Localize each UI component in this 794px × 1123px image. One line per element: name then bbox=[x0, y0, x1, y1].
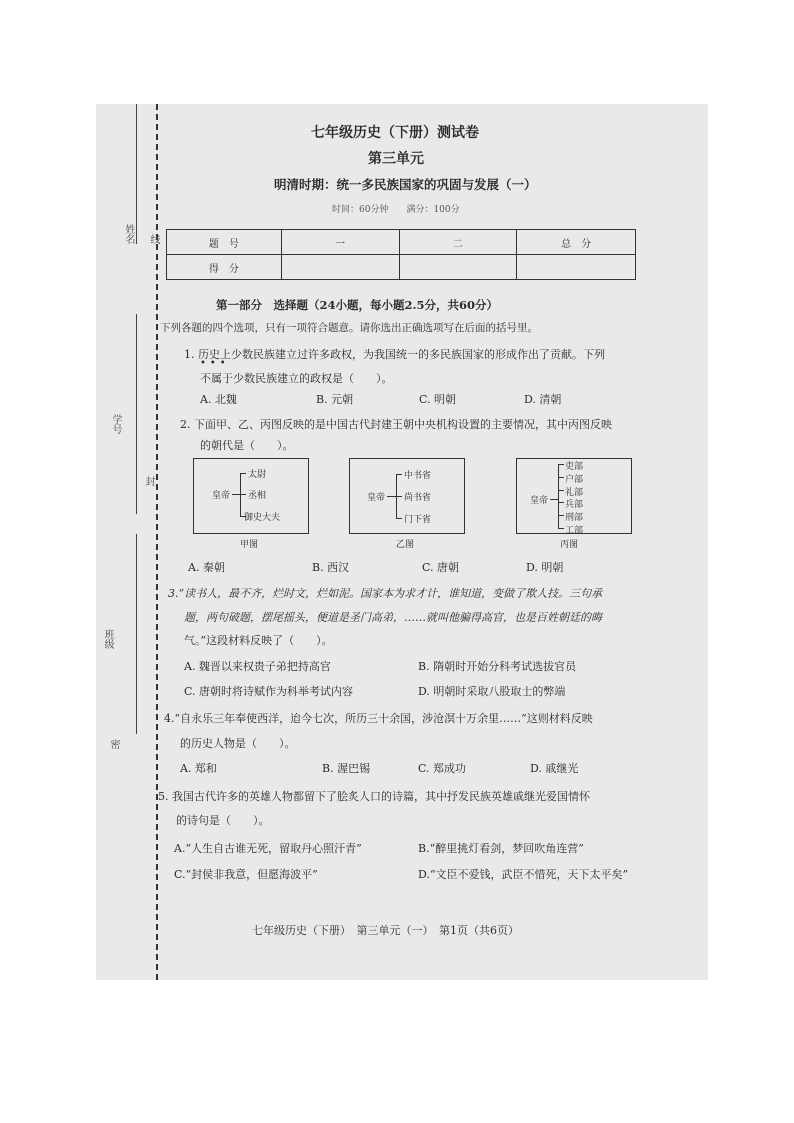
q3-option-b[interactable]: B. 隋朝时开始分科考试选拔官员 bbox=[418, 660, 577, 673]
connector bbox=[558, 477, 564, 478]
diagram-jia-item: 丞相 bbox=[248, 491, 267, 501]
score-table bbox=[166, 229, 636, 280]
name-blank-line bbox=[136, 104, 137, 244]
diagram-bing-item: 刑部 bbox=[565, 513, 584, 523]
connector bbox=[558, 515, 564, 516]
class-blank-line bbox=[136, 534, 137, 734]
q2-option-b[interactable]: B. 西汉 bbox=[312, 561, 350, 574]
score-cell-part2[interactable] bbox=[399, 255, 517, 280]
score-header-part1: 一 bbox=[281, 230, 399, 255]
connector bbox=[240, 473, 241, 517]
q2-line1: 2. 下面甲、乙、丙图反映的是中国古代封建王朝中央机构设置的主要情况，其中丙图反映 bbox=[180, 418, 612, 431]
unit-title: 第三单元 bbox=[368, 151, 424, 167]
connector bbox=[558, 490, 564, 491]
q4-line1: 4.“自永乐三年奉使西洋，迨今七次，所历三十余国，涉沧溟十万余里……”这则材料反映 bbox=[164, 712, 593, 725]
connector bbox=[240, 473, 246, 474]
score-row-label: 得 分 bbox=[167, 255, 282, 280]
section-instruction: 下列各题的四个选项，只有一项符合题意。请你选出正确选项写在后面的括号里。 bbox=[160, 322, 538, 334]
score-header-total: 总 分 bbox=[517, 230, 636, 255]
q5-option-a[interactable]: A.“人生自古谁无死，留取丹心照汗青” bbox=[174, 842, 362, 855]
connector bbox=[396, 518, 402, 519]
diagram-bing-item: 户部 bbox=[565, 475, 584, 485]
connector bbox=[396, 474, 402, 475]
q5-line2: 的诗句是（ ）。 bbox=[176, 814, 270, 827]
q3-line3: 气。”这段材料反映了（ ）。 bbox=[184, 634, 333, 647]
seal-mark-line: 线 bbox=[148, 234, 159, 244]
connector bbox=[396, 496, 402, 497]
page-title: 七年级历史（下册）测试卷 bbox=[311, 125, 479, 141]
q3-option-d[interactable]: D. 明朝时采取八股取士的弊端 bbox=[418, 685, 566, 698]
q1-line1: 1. 历史上少数民族建立过许多政权，为我国统一的多民族国家的形成作出了贡献。下列 bbox=[184, 348, 605, 361]
q4-option-c[interactable]: C. 郑成功 bbox=[418, 762, 467, 775]
q4-line2: 的历史人物是（ ）。 bbox=[180, 737, 296, 750]
subtitle: 明清时期：统一多民族国家的巩固与发展（一） bbox=[274, 177, 537, 192]
q5-line1: 5. 我国古代许多的英雄人物都留下了脍炙人口的诗篇，其中抒发民族英雄戚继光爱国情怀 bbox=[158, 790, 590, 803]
connector bbox=[558, 464, 564, 465]
score-header-part2: 二 bbox=[399, 230, 517, 255]
q2-line2: 的朝代是（ ）。 bbox=[200, 439, 294, 452]
student-id-label: 学号 bbox=[110, 414, 121, 434]
connector bbox=[387, 496, 396, 497]
q5-option-c[interactable]: C.“封侯非我意，但愿海波平” bbox=[174, 868, 318, 881]
q1-option-a[interactable]: A. 北魏 bbox=[200, 393, 237, 406]
diagram-bing-item: 兵部 bbox=[565, 500, 584, 510]
connector bbox=[558, 464, 559, 528]
seal-mark-seal: 封 bbox=[143, 476, 154, 486]
score-header-label: 题 号 bbox=[167, 230, 282, 255]
q2-option-a[interactable]: A. 秦朝 bbox=[188, 561, 225, 574]
emphasis-dots: ••• bbox=[200, 358, 230, 369]
q5-option-b[interactable]: B.“醉里挑灯看剑，梦回吹角连营” bbox=[418, 842, 584, 855]
q5-option-d[interactable]: D.“文臣不爱钱，武臣不惜死，天下太平矣” bbox=[418, 868, 629, 881]
q1-option-b[interactable]: B. 元朝 bbox=[316, 393, 354, 406]
diagram-jia-caption: 甲图 bbox=[240, 540, 259, 550]
diagram-bing-item: 礼部 bbox=[565, 488, 584, 498]
page-footer: 七年级历史（下册） 第三单元（一） 第1页（共6页） bbox=[252, 924, 519, 937]
q4-option-a[interactable]: A. 郑和 bbox=[180, 762, 217, 775]
diagram-bing-caption: 丙图 bbox=[560, 540, 579, 550]
diagram-bing-root: 皇帝 bbox=[530, 496, 549, 506]
q2-option-d[interactable]: D. 明朝 bbox=[526, 561, 564, 574]
time-info: 时间：60分钟 满分：100分 bbox=[332, 205, 460, 215]
diagram-bing-item: 吏部 bbox=[565, 462, 584, 472]
q1-line2: 不属于少数民族建立的政权是（ ）。 bbox=[200, 372, 393, 385]
connector bbox=[558, 502, 564, 503]
q3-line1: 3.“读书人，最不齐，烂时文，烂如泥。国家本为求才计，谁知道，变做了欺人技。三句承 bbox=[168, 587, 603, 600]
name-label: 姓名 bbox=[123, 224, 134, 244]
q4-option-b[interactable]: B. 渥巴锡 bbox=[322, 762, 371, 775]
q1-option-c[interactable]: C. 明朝 bbox=[419, 393, 457, 406]
score-cell-part1[interactable] bbox=[281, 255, 399, 280]
class-label: 班级 bbox=[102, 629, 113, 649]
exam-paper bbox=[96, 104, 708, 980]
diagram-yi-item: 尚书省 bbox=[404, 493, 432, 503]
diagram-jia-item: 御史大夫 bbox=[244, 513, 281, 523]
connector bbox=[550, 499, 558, 500]
diagram-yi-root: 皇帝 bbox=[367, 493, 386, 503]
section-title: 第一部分 选择题（24小题，每小题2.5分，共60分） bbox=[216, 298, 499, 312]
seal-mark-secret: 密 bbox=[108, 739, 119, 749]
connector bbox=[558, 528, 564, 529]
connector bbox=[232, 494, 240, 495]
score-cell-total[interactable] bbox=[517, 255, 636, 280]
diagram-yi-caption: 乙图 bbox=[396, 540, 415, 550]
q1-option-d[interactable]: D. 清朝 bbox=[524, 393, 562, 406]
diagram-yi-item: 门下省 bbox=[404, 515, 432, 525]
q2-option-c[interactable]: C. 唐朝 bbox=[422, 561, 460, 574]
id-blank-line bbox=[136, 314, 137, 514]
q4-option-d[interactable]: D. 戚继光 bbox=[530, 762, 579, 775]
diagram-yi-item: 中书省 bbox=[404, 471, 432, 481]
q3-option-c[interactable]: C. 唐朝时将诗赋作为科举考试内容 bbox=[184, 685, 354, 698]
diagram-jia-item: 太尉 bbox=[248, 470, 267, 480]
q3-option-a[interactable]: A. 魏晋以来权贵子弟把持高官 bbox=[184, 660, 331, 673]
diagram-bing-item: 工部 bbox=[565, 526, 584, 536]
q3-line2: 题，两句破题，摆尾摇头，便道是圣门高弟，……就叫他骗得高官，也是百姓朝廷的晦 bbox=[184, 611, 602, 624]
diagram-jia-root: 皇帝 bbox=[212, 491, 231, 501]
connector bbox=[240, 494, 246, 495]
